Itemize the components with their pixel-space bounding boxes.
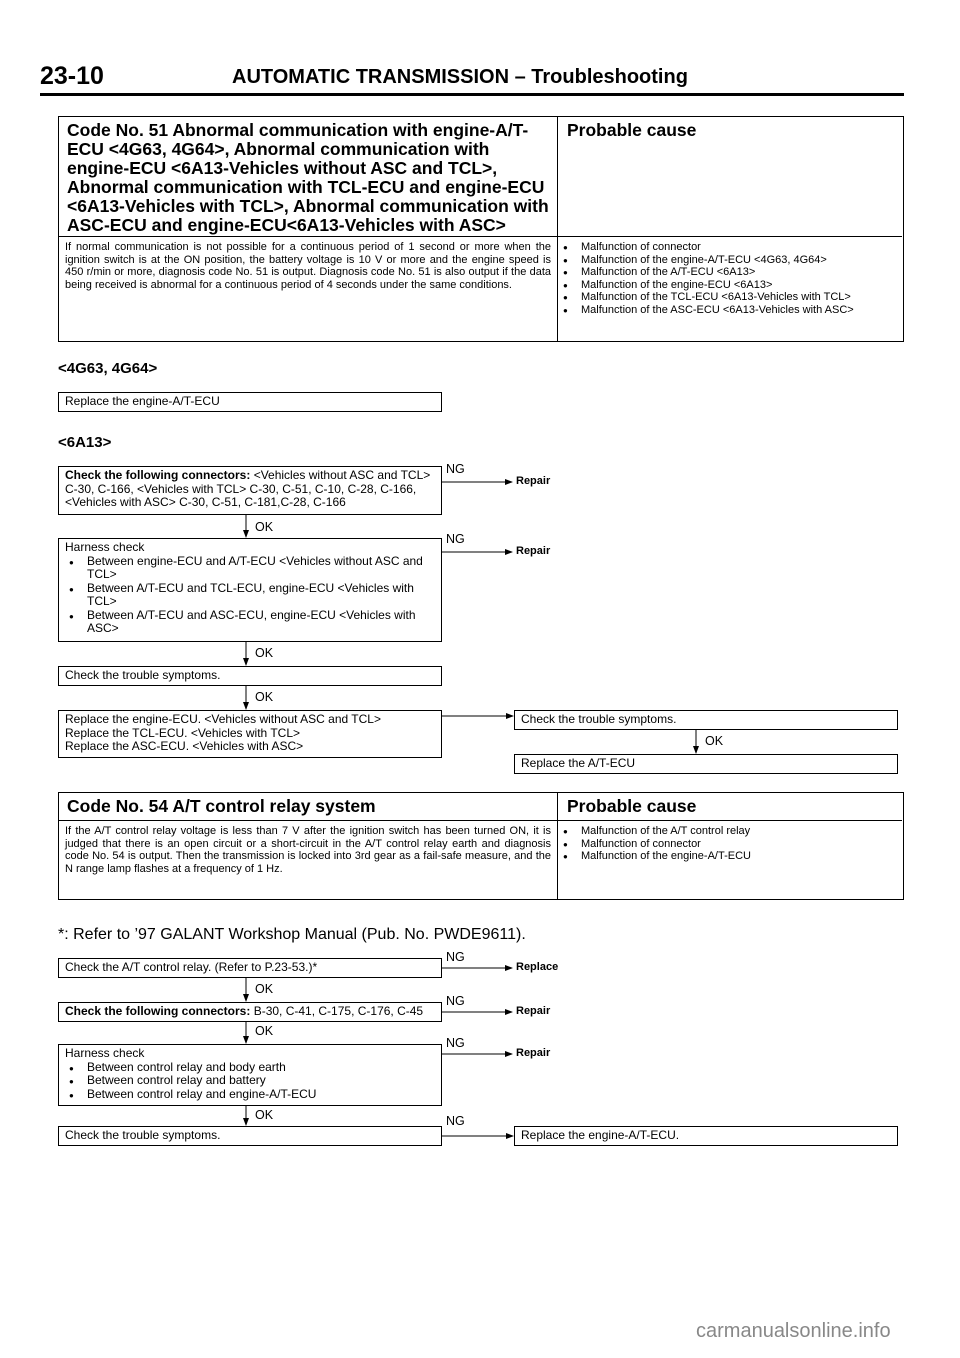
ng-label: NG: [446, 994, 465, 1008]
ng-label: NG: [446, 950, 465, 964]
code54-cause-item: ● Malfunction of the A/T control relay: [559, 825, 899, 838]
harness-check-item: ● Between engine-ECU and A/T-ECU <Vehicles without ASC and TCL>: [65, 555, 435, 582]
harness-check-item: ● Between A/T-ECU and TCL-ECU, engine-ECU <Vehicles with TCL>: [65, 582, 435, 609]
ok-label: OK: [255, 1108, 274, 1122]
code51-probable-cause-label: Probable cause: [567, 120, 697, 140]
code54-cause-item: ● Malfunction of connector: [559, 838, 899, 851]
harness-check-54-item: ● Between control relay and body earth: [65, 1061, 435, 1075]
ng-label: NG: [446, 1114, 465, 1128]
code54-title: Code No. 54 A/T control relay system: [67, 796, 376, 816]
replace-ecu-line: Replace the TCL-ECU. <Vehicles with TCL>: [65, 725, 301, 740]
step-check-connectors-54-bold: Check the following connectors:: [65, 1004, 251, 1018]
code51-title: Code No. 51 Abnormal communication with engine-A/T-ECU <4G63, 4G64>, Abnormal communication with engine-ECU <6A13-Vehicles without ASC and TCL>, Abnormal communication with TCL-ECU and engine-ECU <6A13-Vehicles with TCL>, Abnormal communication with ASC-ECU and engine-ECU<6A13-Vehicles with ASC>: [67, 120, 549, 235]
code54-description: If the A/T control relay voltage is less than 7 V after the ignition switch has been turned ON, it is judged that there is an open circuit or a short-circuit in the A/T control relay earth and diagnosis code No. 54 is output. Then the transmission is locked into 3rd gear as a fail-safe measure, and the N range lamp flashes at a frequency of 1 Hz.: [65, 825, 551, 875]
replace-ecu-line: Replace the ASC-ECU. <Vehicles with ASC>: [65, 739, 304, 753]
ok-label: OK: [255, 646, 274, 660]
repair-label: Repair: [516, 1005, 551, 1017]
page-title: AUTOMATIC TRANSMISSION – Troubleshooting: [232, 66, 688, 88]
section-4g-label: <4G63, 4G64>: [58, 360, 158, 377]
step-check-at-control-relay: Check the A/T control relay. (Refer to P.23-53.)*: [58, 958, 442, 978]
repair-label: Repair: [516, 545, 551, 557]
repair-label: Repair: [516, 475, 551, 487]
step-check-trouble-symptoms-right: Check the trouble symptoms.: [514, 710, 898, 730]
step-check-connectors-text: <Vehicles without ASC and TCL> C-30, C-166, <Vehicles with TCL> C-30, C-51, C-10, C-28, C-166, <Vehicles with ASC> C-30, C-51, C-181,C-28, C-166: [65, 468, 431, 509]
harness-check-54-item: ● Between control relay and battery: [65, 1074, 435, 1088]
code51-cause-item: ● Malfunction of connector: [559, 241, 899, 254]
code51-description: If normal communication is not possible for a continuous period of 1 second or more when the ignition switch is at the ON position, the battery voltage is 10 V or more and the engine speed is 450 r/min or more, diagnosis code No. 51 is output. Diagnosis code No. 51 is also output if the data being received is abnormal for a continuous period of 4 seconds under the same conditions.: [65, 241, 551, 291]
page-number: 23-10: [40, 62, 104, 90]
ng-label: NG: [446, 462, 465, 476]
harness-check-item: ● Between A/T-ECU and ASC-ECU, engine-ECU <Vehicles with ASC>: [65, 609, 435, 636]
ok-label: OK: [705, 734, 724, 748]
workshop-manual-reference: *: Refer to ’97 GALANT Workshop Manual (Pub. No. PWDE9611).: [58, 926, 526, 943]
step-check-connectors-54-text: B-30, C-41, C-175, C-176, C-45: [250, 1004, 424, 1018]
harness-check-54-title: Harness check: [65, 1046, 145, 1060]
code51-cause-item: ● Malfunction of the engine-ECU <6A13>: [559, 279, 899, 292]
ok-label: OK: [255, 520, 274, 534]
code51-cause-item: ● Malfunction of the TCL-ECU <6A13-Vehicles with TCL>: [559, 291, 899, 304]
code54-cause-item: ● Malfunction of the engine-A/T-ECU: [559, 850, 899, 863]
step-replace-engine-at-ecu: Replace the engine-A/T-ECU: [58, 392, 442, 412]
ng-label: NG: [446, 1036, 465, 1050]
code54-probable-cause-label: Probable cause: [567, 796, 697, 816]
ok-label: OK: [255, 1024, 274, 1038]
section-6a-label: <6A13>: [58, 434, 112, 451]
step-replace-at-ecu: Replace the A/T-ECU: [514, 754, 898, 774]
harness-check-title: Harness check: [65, 540, 145, 554]
code51-cause-item: ● Malfunction of the ASC-ECU <6A13-Vehicles with ASC>: [559, 304, 899, 317]
ok-label: OK: [255, 690, 274, 704]
step-check-connectors-bold: Check the following connectors:: [65, 468, 251, 482]
replace-label: Replace: [516, 961, 559, 973]
step-check-trouble-symptoms-6a: Check the trouble symptoms.: [58, 666, 442, 686]
ng-label: NG: [446, 532, 465, 546]
step-replace-engine-at-ecu-54: Replace the engine-A/T-ECU.: [514, 1126, 898, 1146]
replace-ecu-line: Replace the engine-ECU. <Vehicles without ASC and TCL>: [65, 712, 381, 726]
code51-cause-item: ● Malfunction of the A/T-ECU <6A13>: [559, 266, 899, 279]
repair-label: Repair: [516, 1047, 551, 1059]
ok-label: OK: [255, 982, 274, 996]
step-check-trouble-symptoms-54: Check the trouble symptoms.: [58, 1126, 442, 1146]
code51-cause-item: ● Malfunction of the engine-A/T-ECU <4G63, 4G64>: [559, 254, 899, 267]
watermark: carmanualsonline.info: [696, 1320, 891, 1342]
harness-check-54-item: ● Between control relay and engine-A/T-ECU: [65, 1088, 435, 1102]
